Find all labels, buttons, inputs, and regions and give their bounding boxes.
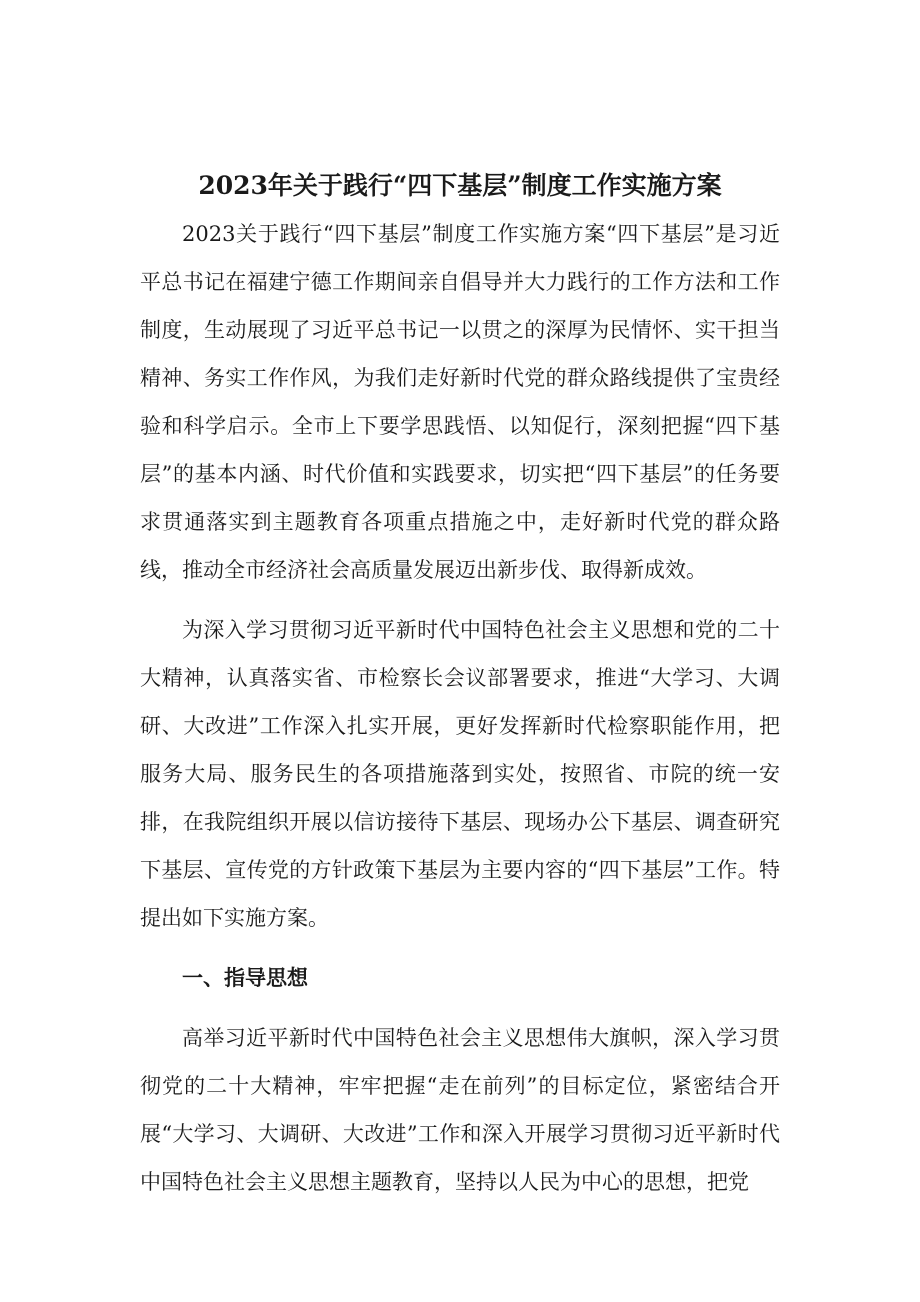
paragraph-gap — [140, 942, 780, 954]
purpose-paragraph: 为深入学习贯彻习近平新时代中国特色社会主义思想和党的二十大精神，认真落实省、市检察长会议部署要求，推进“大学习、大调研、大改进”工作深入扎实开展，更好发挥新时代检察职能作用，把服务大局、服务民生的各项措施落到实处，按照省、市院的统一安排，在我院组织开展以信访接待下基层、现场办公下基层、调查研究下基层、宣传党的方针政策下基层为主要内容的“四下基层”工作。特提出如下实施方案。 — [140, 618, 780, 930]
paragraph-gap — [140, 1002, 780, 1014]
intro-paragraph: 2023关于践行“四下基层”制度工作实施方案“四下基层”是习近平总书记在福建宁德工作期间亲自倡导并大力践行的工作方法和工作制度，生动展现了习近平总书记一以贯之的深厚为民情怀、实干担当精神、务实工作作风，为我们走好新时代党的群众路线提供了宝贵经验和科学启示。全市上下要学思践悟、以知促行，深刻把握“四下基层”的基本内涵、时代价值和实践要求，切实把“四下基层”的任务要求贯通落实到主题教育各项重点措施之中，走好新时代党的群众路线，推动全市经济社会高质量发展迈出新步伐、取得新成效。 — [140, 222, 780, 582]
document-body — [140, 210, 780, 1206]
paragraph-gap — [140, 594, 780, 606]
document-title: 2023年关于践行“四下基层”制度工作实施方案 — [198, 171, 722, 200]
section-heading: 一、指导思想 — [182, 965, 308, 990]
section-paragraph: 高举习近平新时代中国特色社会主义思想伟大旗帜，深入学习贯彻党的二十大精神，牢牢把握“走在前列”的目标定位，紧密结合开展“大学习、大调研、大改进”工作和深入开展学习贯彻习近平新时代中国特色社会主义思想主题教育，坚持以人民为中心的思想，把党 — [140, 1026, 780, 1194]
